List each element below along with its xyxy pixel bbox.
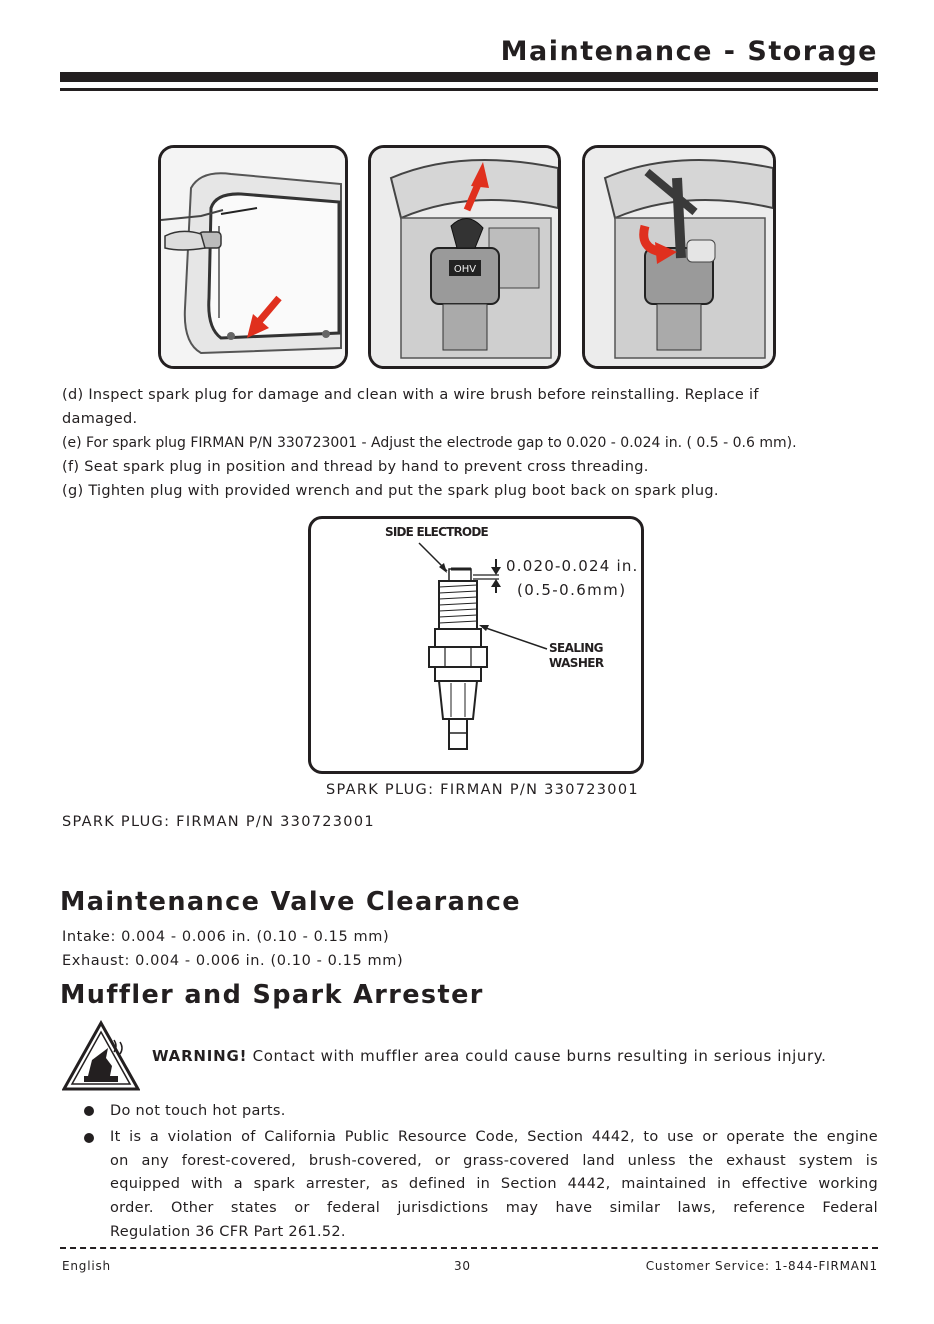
muffler-heading: Muffler and Spark Arrester: [60, 980, 484, 1010]
side-electrode-label: SIDE ELECTRODE: [385, 525, 488, 539]
header-rule-thick: [60, 72, 878, 82]
code-line: on any forest-covered, brush-covered, or grass-covered land unless the exhaust system is: [110, 1152, 878, 1169]
sealing-label: SEALING: [549, 641, 603, 655]
diagram-caption: SPARK PLUG: FIRMAN P/N 330723001: [326, 782, 639, 798]
photo-cover-removal: [158, 145, 348, 369]
step-e: (e) For spark plug FIRMAN P/N 330723001 - Adjust the electrode gap to 0.020 - 0.024 in. ( 0.5 - 0.6 mm).: [62, 435, 797, 451]
footer-language: English: [62, 1259, 111, 1273]
washer-label: WASHER: [549, 656, 604, 670]
exhaust-spec: Exhaust: 0.004 - 0.006 in. (0.10 - 0.15 mm): [62, 953, 404, 969]
photo-boot-removal: [368, 145, 561, 369]
footer-rule: [60, 1247, 878, 1249]
step-d-line2: damaged.: [62, 411, 138, 427]
step-g: (g) Tighten plug with provided wrench and put the spark plug boot back on spark plug.: [62, 483, 719, 499]
code-line: Regulation 36 CFR Part 261.52.: [110, 1223, 346, 1240]
code-line: It is a violation of California Public Resource Code, Section 4442, to use or operate the engine: [110, 1129, 878, 1145]
bullet-california-code: [110, 1126, 878, 1245]
page-title: Maintenance - Storage: [500, 36, 878, 67]
bullet-hot-parts: Do not touch hot parts.: [110, 1103, 286, 1119]
muffler-warning: [152, 1047, 826, 1065]
step-d-line1: (d) Inspect spark plug for damage and clean with a wire brush before reinstalling. Replace if: [62, 387, 759, 403]
page-number: 30: [454, 1259, 471, 1273]
code-line: equipped with a spark arrester, as defined in Section 4442, maintained in effective working: [110, 1176, 878, 1193]
gap-mm-label: (0.5-0.6mm): [517, 581, 627, 599]
bullet-dot: [84, 1133, 94, 1143]
warning-text: Contact with muffler area could cause burns resulting in serious injury.: [247, 1047, 827, 1065]
step-f: (f) Seat spark plug in position and thread by hand to prevent cross threading.: [62, 459, 649, 475]
valve-clearance-heading: Maintenance Valve Clearance: [60, 887, 521, 917]
warning-label: WARNING!: [152, 1047, 248, 1065]
gap-inches-label: 0.020-0.024 in.: [506, 557, 639, 575]
customer-service: Customer Service: 1-844-FIRMAN1: [645, 1259, 878, 1273]
code-line: order. Other states or federal jurisdictions may have similar laws, reference Federal: [110, 1200, 878, 1217]
spark-plug-note: SPARK PLUG: FIRMAN P/N 330723001: [62, 814, 375, 830]
bullet-dot: [84, 1106, 94, 1116]
header-rule-thin: [60, 88, 878, 91]
hot-surface-warning-icon: [62, 1020, 140, 1092]
photo-wrench: [582, 145, 776, 369]
spark-plug-diagram: [308, 516, 644, 774]
ohv-badge: OHV: [453, 264, 477, 275]
intake-spec: Intake: 0.004 - 0.006 in. (0.10 - 0.15 mm): [62, 929, 390, 945]
